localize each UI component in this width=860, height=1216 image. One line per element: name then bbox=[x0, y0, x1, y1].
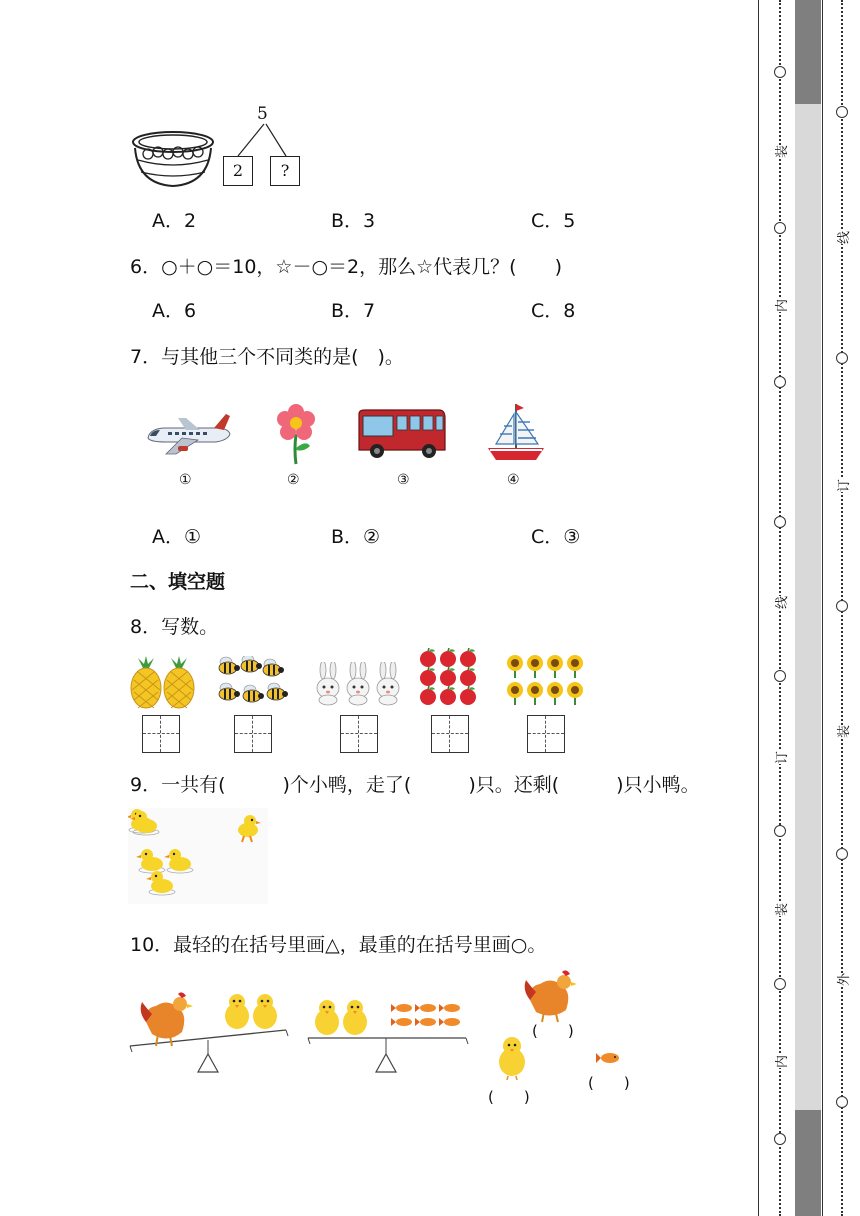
q7-option-c[interactable]: C．③ bbox=[531, 526, 581, 548]
outer-circle bbox=[774, 516, 786, 528]
sailboat-icon bbox=[484, 400, 548, 466]
q7-caption-3: ③ bbox=[397, 472, 410, 488]
fish-icon bbox=[596, 1050, 622, 1066]
binding-margin bbox=[758, 0, 860, 1216]
balance-scale-2 bbox=[306, 994, 470, 1076]
q9-text: 9．一共有( )个小鸭，走了( )只。还剩( )只小鸭。 bbox=[130, 774, 700, 796]
sunflower-icon bbox=[506, 654, 588, 708]
q5-option-a[interactable]: A．2 bbox=[152, 210, 197, 232]
outer-circle bbox=[774, 66, 786, 78]
split-box-right: ? bbox=[270, 156, 300, 186]
q6-text: 6．○＋○＝10，☆－○＝2，那么☆代表几？( ) bbox=[130, 256, 562, 278]
q7-caption-1: ① bbox=[179, 472, 192, 488]
binding-label-inner: 外 bbox=[833, 973, 852, 986]
outer-circle bbox=[774, 222, 786, 234]
q5-option-b[interactable]: B．3 bbox=[331, 210, 376, 232]
q7-option-a[interactable]: A．① bbox=[152, 526, 202, 548]
airplane-icon bbox=[142, 410, 234, 458]
binding-label: 内 bbox=[771, 1055, 790, 1068]
outer-circle bbox=[774, 670, 786, 682]
rooster-icon bbox=[524, 968, 580, 1024]
rabbit-icon bbox=[314, 662, 404, 706]
split-box-left: 2 bbox=[223, 156, 253, 186]
q7-caption-2: ② bbox=[287, 472, 300, 488]
flower-icon bbox=[276, 404, 316, 466]
split-top-number: 5 bbox=[257, 104, 268, 124]
inner-border bbox=[822, 0, 823, 1216]
q6-option-a[interactable]: A．6 bbox=[152, 300, 197, 322]
inner-circle bbox=[836, 848, 848, 860]
outer-circle bbox=[774, 1133, 786, 1145]
ducks-illustration bbox=[128, 808, 268, 904]
answer-box-rabbit[interactable] bbox=[340, 715, 378, 753]
inner-circle bbox=[836, 106, 848, 118]
outer-circle bbox=[774, 376, 786, 388]
rooster-paren[interactable]: ( ) bbox=[532, 1022, 574, 1040]
binding-label-inner: 订 bbox=[833, 479, 852, 492]
outer-border bbox=[758, 0, 759, 1216]
fish-paren[interactable]: ( ) bbox=[588, 1074, 630, 1092]
q7-option-b[interactable]: B．② bbox=[331, 526, 381, 548]
binding-label: 装 bbox=[771, 903, 790, 916]
binding-label: 装 bbox=[771, 145, 790, 158]
q10-text: 10．最轻的在括号里画△，最重的在括号里画○。 bbox=[130, 934, 547, 956]
section-title: 二、填空题 bbox=[130, 571, 226, 593]
answer-box-sunflower[interactable] bbox=[527, 715, 565, 753]
q8-text: 8．写数。 bbox=[130, 616, 219, 638]
inner-circle bbox=[836, 1096, 848, 1108]
binding-label-inner: 装 bbox=[833, 725, 852, 738]
q7-text: 7．与其他三个不同类的是( )。 bbox=[130, 346, 404, 368]
outer-circle bbox=[774, 978, 786, 990]
number-split-lines bbox=[230, 122, 300, 158]
q7-caption-4: ④ bbox=[507, 472, 520, 488]
binding-label: 内 bbox=[771, 299, 790, 312]
q5-option-c[interactable]: C．5 bbox=[531, 210, 576, 232]
answer-box-bee[interactable] bbox=[234, 715, 272, 753]
inner-circle bbox=[836, 352, 848, 364]
pineapple-icon bbox=[128, 656, 196, 710]
q6-option-b[interactable]: B．7 bbox=[331, 300, 376, 322]
bus-icon bbox=[355, 406, 449, 460]
binding-label: 线 bbox=[771, 596, 790, 609]
light-strip bbox=[795, 104, 821, 1110]
apple-icon bbox=[418, 648, 480, 708]
gray-strip-top bbox=[795, 0, 821, 104]
answer-box-pineapple[interactable] bbox=[142, 715, 180, 753]
chick-icon bbox=[496, 1034, 528, 1080]
outer-circle bbox=[774, 825, 786, 837]
bee-icon bbox=[216, 656, 296, 706]
answer-box-apple[interactable] bbox=[431, 715, 469, 753]
basket-illustration bbox=[128, 118, 218, 190]
gray-strip-bottom bbox=[795, 1110, 821, 1216]
q6-option-c[interactable]: C．8 bbox=[531, 300, 576, 322]
balance-scale-1 bbox=[128, 988, 290, 1076]
inner-circle bbox=[836, 600, 848, 612]
binding-label-inner: 线 bbox=[833, 231, 852, 244]
chick-paren[interactable]: ( ) bbox=[488, 1088, 530, 1106]
binding-label: 订 bbox=[771, 751, 790, 764]
